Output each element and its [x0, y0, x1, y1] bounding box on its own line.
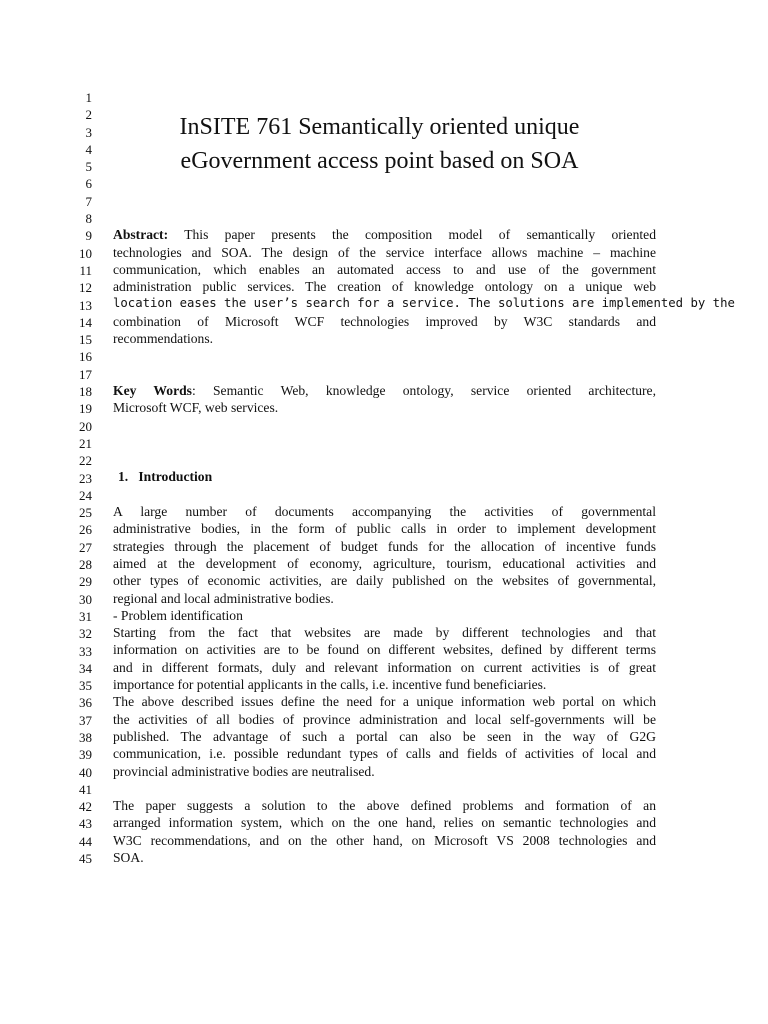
paragraph-3	[113, 693, 656, 779]
line-number: 18	[79, 384, 92, 400]
line-number: 13	[79, 297, 92, 313]
keywords-line: Key Words: Semantic Web, knowledge ontology, service oriented architecture,	[113, 382, 656, 398]
line-number: 5	[85, 159, 92, 175]
line-number: 39	[79, 747, 92, 763]
line-number: 25	[79, 505, 92, 521]
line-number: 4	[85, 141, 92, 157]
document-body	[113, 89, 735, 866]
line-number: 12	[79, 280, 92, 296]
paragraph-line: published. The advantage of such a portal can also be seen in the way of G2G	[113, 728, 656, 744]
abstract-line: technologies and SOA. The design of the service interface allows machine – machine	[113, 244, 656, 260]
paragraph-4	[113, 797, 656, 866]
line-number: 16	[79, 349, 92, 365]
abstract-line: combination of Microsoft WCF technologies improved by W3C standards and	[113, 313, 656, 329]
line-number: 8	[85, 211, 92, 227]
abstract-line: Abstract: This paper presents the composition model of semantically oriented	[113, 227, 656, 243]
line-number: 42	[79, 799, 92, 815]
line-number: 24	[79, 487, 92, 503]
paragraph-line: W3C recommendations, and on the other hand, on Microsoft VS 2008 technologies and	[113, 832, 656, 848]
line-number: 38	[79, 729, 92, 745]
line-number: 21	[79, 435, 92, 451]
line-number: 30	[79, 591, 92, 607]
line-number: 15	[79, 332, 92, 348]
line-number: 33	[79, 643, 92, 659]
line-number: 2	[85, 107, 92, 123]
abstract-line: administration public services. The creation of knowledge ontology on a unique web	[113, 279, 656, 295]
line-number: 3	[85, 124, 92, 140]
line-number: 26	[79, 522, 92, 538]
line-number: 29	[79, 574, 92, 590]
line-number: 1	[85, 90, 92, 105]
paragraph-line: A large number of documents accompanying the activities of governmental	[113, 504, 656, 520]
line-number: 44	[79, 833, 92, 849]
line-number: 20	[79, 418, 92, 434]
paragraph-line: the activities of all bodies of province administration and local self-governments will be	[113, 711, 656, 727]
abstract-line: communication, which enables an automated access to and use of the government	[113, 261, 656, 277]
line-number: 43	[79, 816, 92, 832]
line-number: 41	[79, 781, 92, 797]
paragraph-line: administrative bodies, in the form of public calls in order to implement development	[113, 521, 656, 537]
line-number: 37	[79, 712, 92, 728]
paragraph-line: regional and local administrative bodies.	[113, 590, 334, 606]
paragraph-line: Starting from the fact that websites are made by different technologies and that	[113, 625, 656, 641]
blank-lines	[113, 417, 656, 469]
blank-lines	[113, 176, 656, 226]
paragraph-2	[113, 624, 656, 693]
line-number: 32	[79, 626, 92, 642]
line-number: 14	[79, 314, 92, 330]
paragraph-line: other types of economic activities, are daily published on the websites of governmental,	[113, 573, 656, 589]
abstract	[113, 226, 735, 347]
keywords-line: Microsoft WCF, web services.	[113, 400, 279, 416]
paragraph-line: aimed at the development of economy, agriculture, tourism, educational activities and	[113, 555, 656, 571]
paragraph-line: and in different formats, duly and relevant information on current activities is of great	[113, 659, 656, 675]
paragraph-line: information on activities are to be found on different websites, defined by different terms	[113, 642, 656, 658]
paragraph-line: provincial administrative bodies are neutralised.	[113, 763, 375, 779]
keywords	[113, 382, 656, 417]
abstract-line: location eases the user’s search for a service. The solutions are implemented by the	[113, 296, 735, 311]
blank-line	[113, 486, 656, 503]
subheading: - Problem identification	[113, 607, 243, 623]
paragraph-line: arranged information system, which on the one hand, relies on semantic technologies and	[113, 815, 656, 831]
blank-lines	[113, 347, 656, 382]
paragraph-line: SOA.	[113, 849, 144, 865]
paragraph-line: communication, i.e. possible redundant types of calls and fields of activities of local and	[113, 746, 656, 762]
blank-line	[113, 780, 656, 797]
line-number: 17	[79, 366, 92, 382]
abstract-line: recommendations.	[113, 331, 214, 347]
line-number: 9	[85, 228, 92, 244]
paragraph-line: The above described issues define the need for a unique information web portal on which	[113, 694, 656, 710]
line-number: 40	[79, 764, 92, 780]
line-number: 19	[79, 401, 92, 417]
paragraph-line: strategies through the placement of budget funds for the allocation of incentive funds	[113, 538, 656, 554]
blank-line	[113, 89, 656, 106]
line-number: 6	[85, 176, 92, 192]
line-number: 10	[79, 245, 92, 261]
section-heading: 1. Introduction	[118, 469, 213, 485]
paragraph-line: importance for potential applicants in the calls, i.e. incentive fund beneficiaries.	[113, 677, 547, 693]
line-number: 34	[79, 660, 92, 676]
title-line-2: eGovernment access point based on SOA	[180, 148, 579, 175]
line-number: 22	[79, 453, 92, 469]
line-number-gutter	[60, 89, 92, 867]
line-number: 11	[79, 262, 92, 278]
line-number: 23	[79, 470, 92, 486]
line-number: 31	[79, 608, 92, 624]
line-number: 27	[79, 539, 92, 555]
line-number: 7	[85, 193, 92, 209]
line-number: 36	[79, 695, 92, 711]
abstract-label: Abstract:	[113, 227, 169, 243]
line-number: 35	[79, 678, 92, 694]
keywords-label: Key Words	[113, 382, 192, 398]
line-number: 28	[79, 557, 92, 573]
paragraph-line: The paper suggests a solution to the above defined problems and formation of an	[113, 798, 656, 814]
title-line-1: InSITE 761 Semantically oriented unique	[179, 114, 580, 141]
line-number: 45	[79, 851, 92, 867]
paragraph-1	[113, 503, 656, 607]
